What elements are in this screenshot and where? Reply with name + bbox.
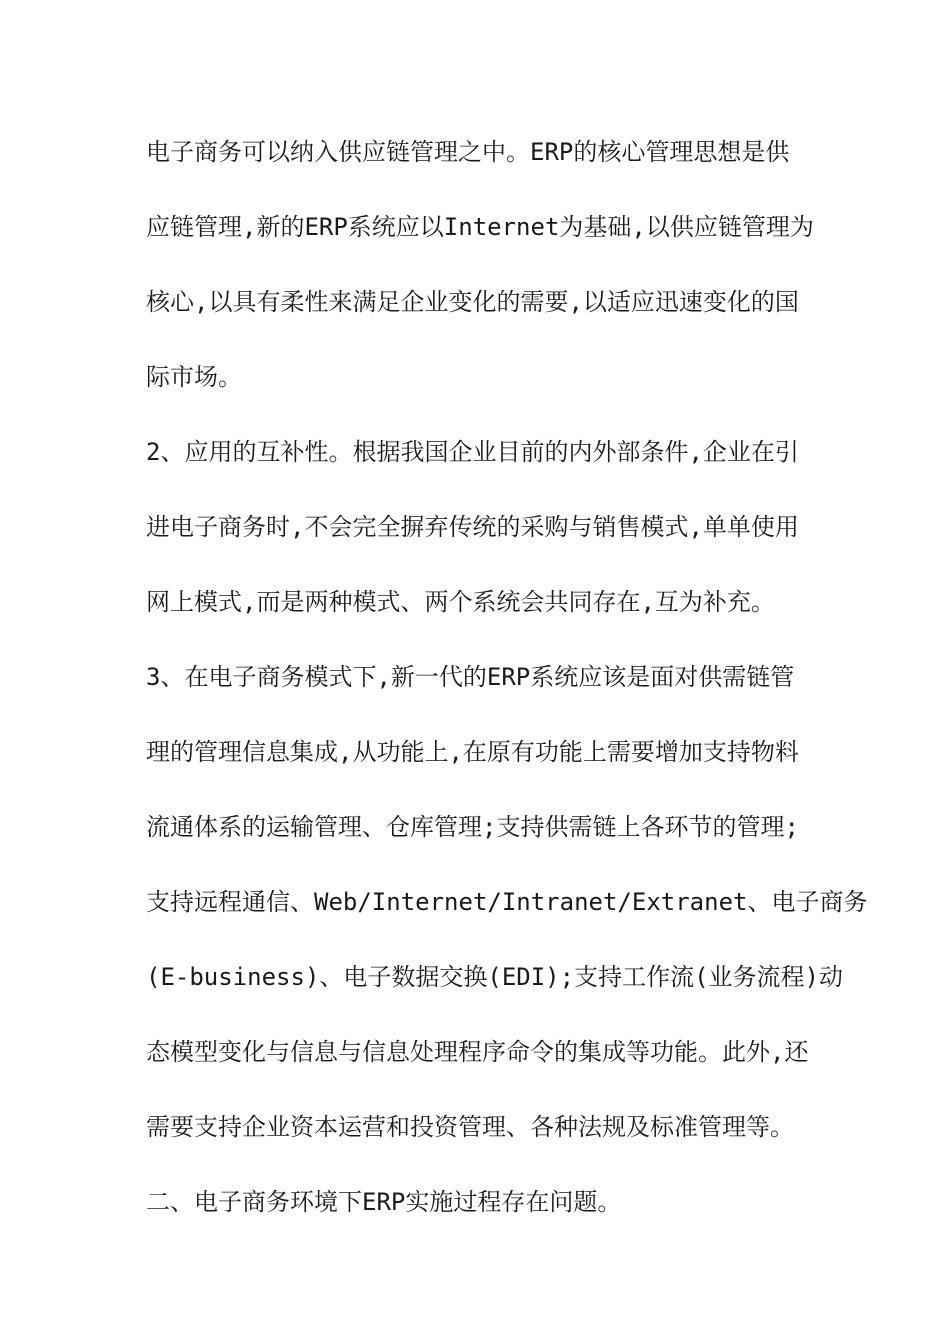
text-line-3: 核心,以具有柔性来满足企业变化的需要,以适应迅速变化的国 (146, 288, 799, 316)
text-line-1: 电子商务可以纳入供应链管理之中。ERP的核心管理思想是供 (146, 138, 790, 166)
text-line-11: 支持远程通信、Web/Internet/Intranet/Extranet、电子商务 (146, 888, 868, 916)
text-line-2: 应链管理,新的ERP系统应以Internet为基础,以供应链管理为 (146, 213, 814, 241)
text-line-6: 进电子商务时,不会完全摒弃传统的采购与销售模式,单单使用 (146, 513, 799, 541)
text-line-10: 流通体系的运输管理、仓库管理;支持供需链上各环节的管理; (146, 813, 799, 841)
text-line-5: 2、应用的互补性。根据我国企业目前的内外部条件,企业在引 (146, 438, 799, 466)
text-line-12: (E-business)、电子数据交换(EDI);支持工作流(业务流程)动 (146, 963, 843, 991)
text-line-14: 需要支持企业资本运营和投资管理、各种法规及标准管理等。 (146, 1113, 794, 1141)
text-line-15: 二、电子商务环境下ERP实施过程存在问题。 (146, 1188, 622, 1216)
text-line-4: 际市场。 (146, 363, 242, 391)
text-line-8: 3、在电子商务模式下,新一代的ERP系统应该是面对供需链管 (146, 663, 795, 691)
text-line-9: 理的管理信息集成,从功能上,在原有功能上需要增加支持物料 (146, 738, 799, 766)
text-line-13: 态模型变化与信息与信息处理程序命令的集成等功能。此外,还 (146, 1038, 809, 1066)
text-line-7: 网上模式,而是两种模式、两个系统会共同存在,互为补充。 (146, 588, 775, 616)
